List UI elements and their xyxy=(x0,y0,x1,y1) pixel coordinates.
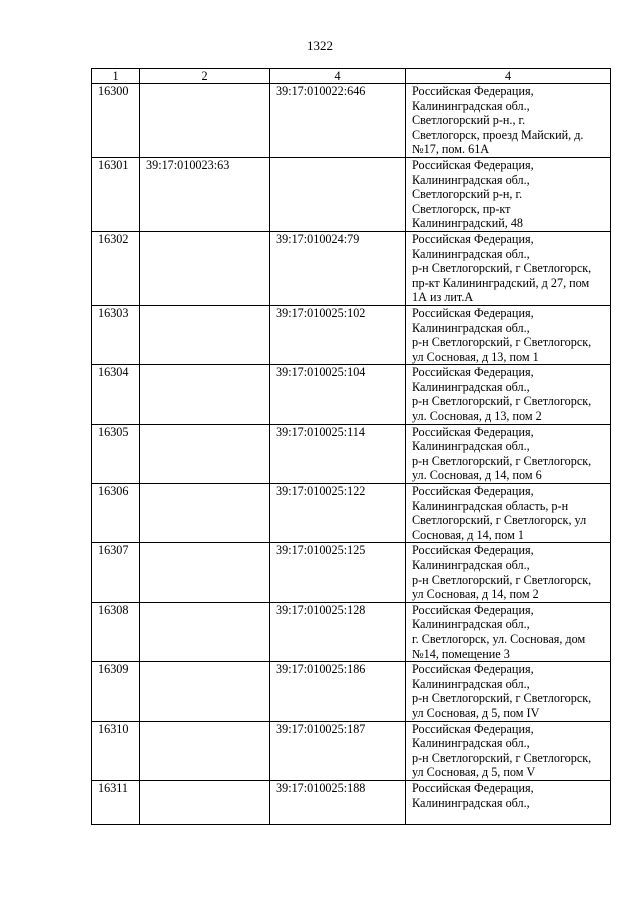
address-line: р-н Светлогорский, г Светлогорск, xyxy=(412,453,592,468)
cadastral-number-col2 xyxy=(140,365,270,424)
address-line: Калининградская обл., xyxy=(412,795,530,810)
table-row xyxy=(92,780,611,824)
cadastral-number-col3: 39:17:010025:187 xyxy=(270,721,406,780)
table-row xyxy=(92,365,611,424)
cadastral-number-col2: 39:17:010023:63 xyxy=(140,157,270,231)
address-line: ул Сосновая, д 5, пом V xyxy=(412,765,536,780)
cadastral-number-col2 xyxy=(140,424,270,483)
address-line: Российская Федерация, xyxy=(412,780,534,795)
address-line: г. Светлогорск, ул. Сосновая, дом xyxy=(412,631,586,646)
address-line: Калининградская обл., xyxy=(412,320,530,335)
row-number: 16302 xyxy=(92,231,140,305)
address-cell xyxy=(406,543,611,602)
cadastral-number-col3: 39:17:010025:122 xyxy=(270,484,406,543)
table-row xyxy=(92,484,611,543)
address-line: №17, пом. 61А xyxy=(412,142,490,157)
table-row xyxy=(92,602,611,661)
row-number: 16305 xyxy=(92,424,140,483)
cadastral-number-col2 xyxy=(140,543,270,602)
address-line: №14, помещение 3 xyxy=(412,646,510,661)
address-line: ул Сосновая, д 5, пом IV xyxy=(412,705,540,720)
cadastral-number-col2 xyxy=(140,602,270,661)
address-line: Российская Федерация, xyxy=(412,365,534,380)
address-line: Калининградская обл., xyxy=(412,558,530,572)
table-row xyxy=(92,662,611,721)
address-cell xyxy=(406,780,611,824)
cadastral-number-col3: 39:17:010025:104 xyxy=(270,365,406,424)
address-line: р-н Светлогорский, г Светлогорск, xyxy=(412,572,592,587)
address-line: Светлогорский р-н., г. xyxy=(412,113,526,128)
cadastral-number-col3: 39:17:010025:128 xyxy=(270,602,406,661)
address-cell xyxy=(406,84,611,158)
row-number: 16304 xyxy=(92,365,140,424)
address-cell xyxy=(406,157,611,231)
address-line: ул. Сосновая, д 13, пом 2 xyxy=(412,409,542,424)
table-body xyxy=(92,84,611,825)
column-header-2: 2 xyxy=(140,69,270,84)
row-number: 16309 xyxy=(92,662,140,721)
address-line: Светлогорский р-н, г. xyxy=(412,187,523,202)
cadastral-number-col2 xyxy=(140,780,270,824)
address-line: пр-кт Калининградский, д 27, пом xyxy=(412,275,590,290)
address-line: Российская Федерация, xyxy=(412,662,534,677)
address-line: Калининградская обл., xyxy=(412,439,530,454)
row-number: 16303 xyxy=(92,305,140,364)
address-line: р-н Светлогорский, г Светлогорск, xyxy=(412,261,592,276)
cadastral-number-col2 xyxy=(140,721,270,780)
row-number: 16308 xyxy=(92,602,140,661)
address-line: Российская Федерация, xyxy=(412,231,534,246)
address-line: Калининградская обл., xyxy=(412,676,530,691)
address-line: Калининградская обл., xyxy=(412,617,530,632)
address-line: Калининградский, 48 xyxy=(412,216,524,231)
cadastral-number-col3: 39:17:010025:114 xyxy=(270,424,406,483)
address-line: ул Сосновая, д 13, пом 1 xyxy=(412,349,539,364)
cadastral-number-col3: 39:17:010025:102 xyxy=(270,305,406,364)
address-cell xyxy=(406,602,611,661)
row-number: 16306 xyxy=(92,484,140,543)
address-line: р-н Светлогорский, г Светлогорск, xyxy=(412,691,592,706)
address-line: 1А из лит.А xyxy=(412,290,474,305)
address-cell xyxy=(406,305,611,364)
address-line: Калининградская обл., xyxy=(412,379,530,394)
cadastral-number-col3: 39:17:010024:79 xyxy=(270,231,406,305)
table-row xyxy=(92,543,611,602)
address-cell xyxy=(406,231,611,305)
address-cell xyxy=(406,484,611,543)
address-line: Сосновая, д 14, пом 1 xyxy=(412,527,525,542)
address-line: Российская Федерация, xyxy=(412,84,534,98)
column-header-3: 4 xyxy=(270,69,406,84)
table-row xyxy=(92,305,611,364)
cadastral-number-col2 xyxy=(140,231,270,305)
address-line: Светлогорский, г Светлогорск, ул xyxy=(412,513,587,528)
row-number: 16307 xyxy=(92,543,140,602)
address-line: р-н Светлогорский, г Светлогорск, xyxy=(412,394,592,409)
table-row xyxy=(92,424,611,483)
registry-table xyxy=(91,68,611,825)
address-line: Российская Федерация, xyxy=(412,484,534,499)
address-line: ул Сосновая, д 14, пом 2 xyxy=(412,587,539,602)
address-line: Светлогорск, пр-кт xyxy=(412,201,511,216)
cadastral-number-col3: 39:17:010025:125 xyxy=(270,543,406,602)
row-number: 16311 xyxy=(92,780,140,824)
address-cell xyxy=(406,365,611,424)
address-line: Российская Федерация, xyxy=(412,721,534,736)
table-row xyxy=(92,157,611,231)
address-line: Калининградская обл., xyxy=(412,98,530,113)
address-line: Калининградская область, р-н xyxy=(412,498,569,513)
address-line: Российская Федерация, xyxy=(412,602,534,617)
table-row xyxy=(92,84,611,158)
address-cell xyxy=(406,662,611,721)
page-number: 1322 xyxy=(307,38,333,53)
address-cell xyxy=(406,424,611,483)
cadastral-number-col3: 39:17:010025:188 xyxy=(270,780,406,824)
cadastral-number-col2 xyxy=(140,84,270,158)
column-header-1: 1 xyxy=(92,69,140,84)
cadastral-number-col3: 39:17:010025:186 xyxy=(270,662,406,721)
address-line: Российская Федерация, xyxy=(412,157,534,172)
address-line: Российская Федерация, xyxy=(412,424,534,439)
address-line: Российская Федерация, xyxy=(412,305,534,320)
address-line: р-н Светлогорский, г Светлогорск, xyxy=(412,750,592,765)
row-number: 16301 xyxy=(92,157,140,231)
address-line: Российская Федерация, xyxy=(412,543,534,558)
header-row xyxy=(92,69,611,84)
cadastral-number-col3: 39:17:010022:646 xyxy=(270,84,406,158)
address-line: ул. Сосновая, д 14, пом 6 xyxy=(412,468,542,483)
address-line: р-н Светлогорский, г Светлогорск, xyxy=(412,335,592,350)
cadastral-number-col2 xyxy=(140,305,270,364)
column-header-4: 4 xyxy=(406,69,611,84)
row-number: 16300 xyxy=(92,84,140,158)
address-line: Калининградская обл., xyxy=(412,736,530,751)
cadastral-number-col2 xyxy=(140,662,270,721)
cadastral-number-col2 xyxy=(140,484,270,543)
table-row xyxy=(92,721,611,780)
address-cell xyxy=(406,721,611,780)
address-line: Светлогорск, проезд Майский, д. xyxy=(412,127,584,142)
row-number: 16310 xyxy=(92,721,140,780)
table-row xyxy=(92,231,611,305)
address-line: Калининградская обл., xyxy=(412,172,530,187)
address-line: Калининградская обл., xyxy=(412,246,530,261)
cadastral-number-col3 xyxy=(270,157,406,231)
